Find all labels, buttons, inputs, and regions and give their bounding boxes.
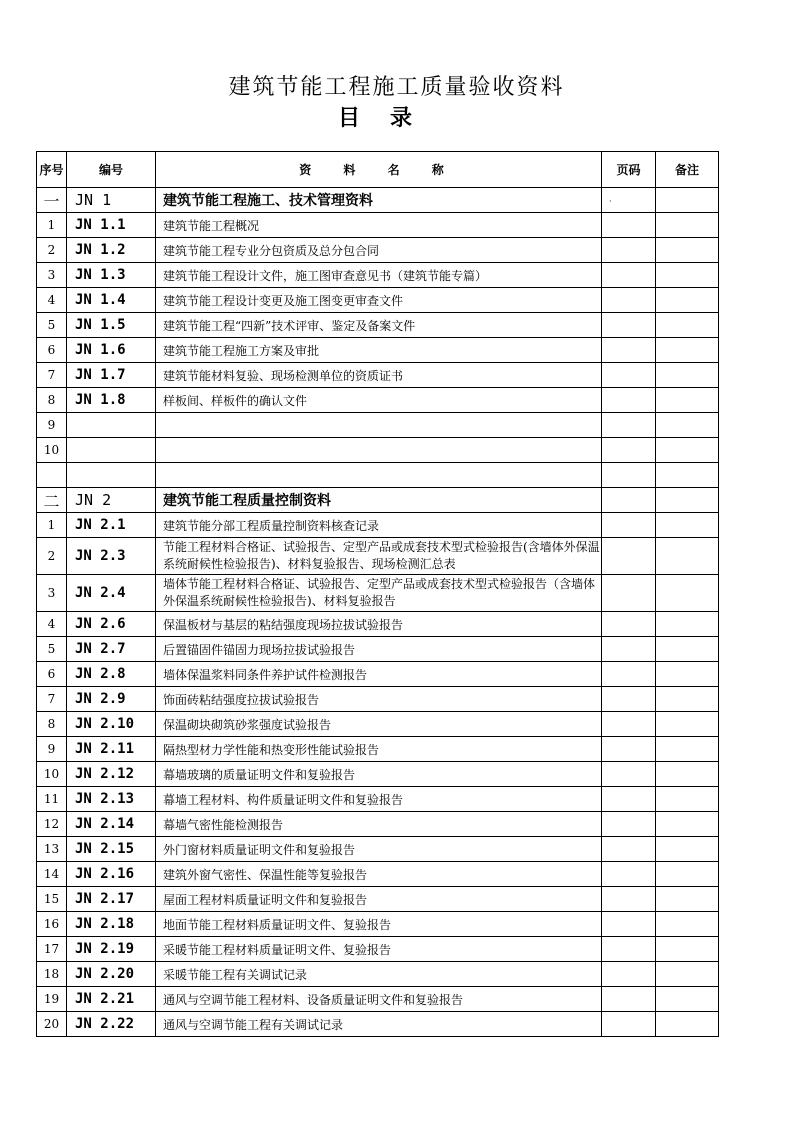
row-note	[656, 363, 719, 388]
row-page	[602, 737, 656, 762]
row-seq: 3	[37, 575, 67, 612]
row-seq	[37, 463, 67, 488]
row-seq: 14	[37, 862, 67, 887]
section-row	[37, 488, 719, 513]
table-row	[37, 313, 719, 338]
table-row	[37, 463, 719, 488]
table-row	[37, 962, 719, 987]
row-code: JN 2.17	[67, 887, 156, 912]
row-code: JN 1.3	[67, 263, 156, 288]
row-page	[602, 538, 656, 575]
row-seq: 4	[37, 288, 67, 313]
row-note	[656, 438, 719, 463]
table-row	[37, 538, 719, 575]
row-note	[656, 538, 719, 575]
row-page	[602, 687, 656, 712]
row-document-name: 建筑节能工程施工、技术管理资料	[156, 188, 602, 213]
row-page	[602, 837, 656, 862]
table-row	[37, 413, 719, 438]
row-code: JN 1	[67, 188, 156, 213]
header-name: 资 料 名 称	[156, 152, 602, 188]
document-subtitle: 目录	[337, 105, 442, 131]
row-seq: 9	[37, 413, 67, 438]
row-seq: 7	[37, 363, 67, 388]
row-seq: 7	[37, 687, 67, 712]
row-page	[602, 313, 656, 338]
row-seq: 11	[37, 787, 67, 812]
row-page	[602, 762, 656, 787]
table-row	[37, 762, 719, 787]
row-page	[602, 575, 656, 612]
row-document-name: 样板间、样板件的确认文件	[156, 388, 602, 413]
row-document-name: 采暖节能工程有关调试记录	[156, 962, 602, 987]
header-code: 编号	[67, 152, 156, 188]
row-note	[656, 762, 719, 787]
row-note	[656, 837, 719, 862]
contents-table	[36, 151, 719, 1037]
row-seq: 1	[37, 513, 67, 538]
row-seq: 8	[37, 712, 67, 737]
row-document-name: 采暖节能工程材料质量证明文件、复验报告	[156, 937, 602, 962]
row-document-name: 幕墙气密性能检测报告	[156, 812, 602, 837]
row-seq: 16	[37, 912, 67, 937]
row-note	[656, 812, 719, 837]
table-row	[37, 787, 719, 812]
header-page: 页码	[602, 152, 656, 188]
row-document-name: 通风与空调节能工程有关调试记录	[156, 1012, 602, 1037]
row-page	[602, 213, 656, 238]
row-seq: 10	[37, 438, 67, 463]
table-row	[37, 912, 719, 937]
row-document-name	[156, 413, 602, 438]
table-row	[37, 438, 719, 463]
table-row	[37, 887, 719, 912]
row-seq: 8	[37, 388, 67, 413]
table-row	[37, 363, 719, 388]
row-note	[656, 263, 719, 288]
table-row	[37, 637, 719, 662]
row-code: JN 2.18	[67, 912, 156, 937]
table-row	[37, 513, 719, 538]
table-row	[37, 213, 719, 238]
table-row	[37, 1012, 719, 1037]
row-note	[656, 413, 719, 438]
row-code: JN 2.10	[67, 712, 156, 737]
row-code: JN 1.2	[67, 238, 156, 263]
row-code	[67, 463, 156, 488]
row-seq: 一	[37, 188, 67, 213]
row-note	[656, 912, 719, 937]
row-document-name: 墙体节能工程材料合格证、试验报告、定型产品或成套技术型式检验报告（含墙体外保温系统耐候性检验报告)、材料复验报告	[156, 575, 602, 612]
row-document-name: 建筑节能工程概况	[156, 213, 602, 238]
row-note	[656, 575, 719, 612]
row-page	[602, 1012, 656, 1037]
row-document-name: 建筑节能工程设计文件，施工图审查意见书（建筑节能专篇）	[156, 263, 602, 288]
row-code: JN 2.12	[67, 762, 156, 787]
row-seq: 19	[37, 987, 67, 1012]
row-note	[656, 962, 719, 987]
row-code: JN 2	[67, 488, 156, 513]
header-seq: 序号	[37, 152, 67, 188]
row-code: JN 2.16	[67, 862, 156, 887]
row-document-name: 建筑节能材料复验、现场检测单位的资质证书	[156, 363, 602, 388]
row-page	[602, 263, 656, 288]
row-page	[602, 513, 656, 538]
row-note	[656, 687, 719, 712]
row-seq: 二	[37, 488, 67, 513]
row-page	[602, 937, 656, 962]
row-code: JN 2.15	[67, 837, 156, 862]
row-document-name: 建筑节能工程专业分包资质及总分包合同	[156, 238, 602, 263]
row-note	[656, 213, 719, 238]
row-note	[656, 637, 719, 662]
row-seq: 9	[37, 737, 67, 762]
row-code: JN 1.4	[67, 288, 156, 313]
row-code: JN 2.4	[67, 575, 156, 612]
row-note	[656, 937, 719, 962]
row-page	[602, 188, 656, 213]
row-seq: 6	[37, 338, 67, 363]
row-seq: 2	[37, 538, 67, 575]
row-code: JN 2.8	[67, 662, 156, 687]
row-code: JN 2.7	[67, 637, 156, 662]
row-code: JN 2.21	[67, 987, 156, 1012]
row-code: JN 2.22	[67, 1012, 156, 1037]
row-seq: 3	[37, 263, 67, 288]
row-seq: 5	[37, 637, 67, 662]
row-page	[602, 912, 656, 937]
row-document-name: 保温板材与基层的粘结强度现场拉拔试验报告	[156, 612, 602, 637]
table-row	[37, 338, 719, 363]
row-note	[656, 288, 719, 313]
row-note	[656, 712, 719, 737]
table-row	[37, 288, 719, 313]
row-code: JN 2.20	[67, 962, 156, 987]
page-mark: ·	[609, 197, 612, 206]
row-document-name: 建筑外窗气密性、保温性能等复验报告	[156, 862, 602, 887]
row-code	[67, 413, 156, 438]
table-row	[37, 687, 719, 712]
row-document-name	[156, 438, 602, 463]
row-page	[602, 812, 656, 837]
row-page	[602, 438, 656, 463]
row-note	[656, 662, 719, 687]
row-code: JN 1.7	[67, 363, 156, 388]
table-row	[37, 812, 719, 837]
row-code	[67, 438, 156, 463]
row-document-name: 外门窗材料质量证明文件和复验报告	[156, 837, 602, 862]
row-page	[602, 363, 656, 388]
row-note	[656, 1012, 719, 1037]
row-document-name: 节能工程材料合格证、试验报告、定型产品或成套技术型式检验报告(含墙体外保温系统耐候性检验报告)、材料复验报告、现场检测汇总表	[156, 538, 602, 575]
row-code: JN 2.3	[67, 538, 156, 575]
row-seq: 20	[37, 1012, 67, 1037]
row-seq: 18	[37, 962, 67, 987]
row-document-name: 幕墙玻璃的质量证明文件和复验报告	[156, 762, 602, 787]
row-note	[656, 313, 719, 338]
table-row	[37, 987, 719, 1012]
row-code: JN 2.11	[67, 737, 156, 762]
row-page	[602, 987, 656, 1012]
row-code: JN 1.1	[67, 213, 156, 238]
row-document-name: 建筑节能工程施工方案及审批	[156, 338, 602, 363]
row-note	[656, 238, 719, 263]
row-code: JN 1.8	[67, 388, 156, 413]
row-seq: 5	[37, 313, 67, 338]
row-page	[602, 662, 656, 687]
row-document-name: 通风与空调节能工程材料、设备质量证明文件和复验报告	[156, 987, 602, 1012]
row-document-name: 建筑节能工程质量控制资料	[156, 488, 602, 513]
row-code: JN 2.9	[67, 687, 156, 712]
table-row	[37, 612, 719, 637]
table-row	[37, 575, 719, 612]
row-code: JN 2.6	[67, 612, 156, 637]
row-note	[656, 787, 719, 812]
row-code: JN 2.14	[67, 812, 156, 837]
table-row	[37, 388, 719, 413]
row-document-name: 建筑节能工程设计变更及施工图变更审查文件	[156, 288, 602, 313]
row-document-name: 墙体保温浆料同条件养护试件检测报告	[156, 662, 602, 687]
table-row	[37, 263, 719, 288]
row-page	[602, 712, 656, 737]
table-header-row	[37, 152, 719, 188]
section-row	[37, 188, 719, 213]
row-note	[656, 463, 719, 488]
row-note	[656, 862, 719, 887]
row-page	[602, 962, 656, 987]
header-note: 备注	[656, 152, 719, 188]
row-code: JN 2.13	[67, 787, 156, 812]
row-code: JN 2.1	[67, 513, 156, 538]
row-seq: 1	[37, 213, 67, 238]
row-document-name: 后置锚固件锚固力现场拉拔试验报告	[156, 637, 602, 662]
table-row	[37, 737, 719, 762]
row-note	[656, 612, 719, 637]
row-document-name: 饰面砖粘结强度拉拔试验报告	[156, 687, 602, 712]
document-title: 建筑节能工程施工质量验收资料	[228, 75, 565, 100]
row-document-name: 幕墙工程材料、构件质量证明文件和复验报告	[156, 787, 602, 812]
row-document-name: 建筑节能工程“四新”技术评审、鉴定及备案文件	[156, 313, 602, 338]
row-document-name: 保温砌块砌筑砂浆强度试验报告	[156, 712, 602, 737]
table-row	[37, 937, 719, 962]
row-seq: 4	[37, 612, 67, 637]
row-note	[656, 488, 719, 513]
row-seq: 2	[37, 238, 67, 263]
row-document-name	[156, 463, 602, 488]
table-row	[37, 238, 719, 263]
row-page	[602, 488, 656, 513]
table-row	[37, 837, 719, 862]
table-row	[37, 712, 719, 737]
row-seq: 17	[37, 937, 67, 962]
row-page	[602, 288, 656, 313]
row-page	[602, 787, 656, 812]
row-note	[656, 887, 719, 912]
row-code: JN 1.5	[67, 313, 156, 338]
row-page	[602, 388, 656, 413]
table-row	[37, 862, 719, 887]
row-page	[602, 637, 656, 662]
row-document-name: 地面节能工程材料质量证明文件、复验报告	[156, 912, 602, 937]
row-document-name: 建筑节能分部工程质量控制资料核查记录	[156, 513, 602, 538]
row-note	[656, 338, 719, 363]
row-page	[602, 413, 656, 438]
row-page	[602, 887, 656, 912]
row-page	[602, 612, 656, 637]
row-seq: 12	[37, 812, 67, 837]
row-code: JN 2.19	[67, 937, 156, 962]
row-note	[656, 737, 719, 762]
row-page	[602, 338, 656, 363]
row-page	[602, 238, 656, 263]
row-note	[656, 188, 719, 213]
row-seq: 10	[37, 762, 67, 787]
row-note	[656, 513, 719, 538]
row-document-name: 隔热型材力学性能和热变形性能试验报告	[156, 737, 602, 762]
row-note	[656, 388, 719, 413]
row-code: JN 1.6	[67, 338, 156, 363]
row-document-name: 屋面工程材料质量证明文件和复验报告	[156, 887, 602, 912]
row-page	[602, 862, 656, 887]
table-row	[37, 662, 719, 687]
row-seq: 15	[37, 887, 67, 912]
row-seq: 6	[37, 662, 67, 687]
row-seq: 13	[37, 837, 67, 862]
row-page	[602, 463, 656, 488]
row-note	[656, 987, 719, 1012]
